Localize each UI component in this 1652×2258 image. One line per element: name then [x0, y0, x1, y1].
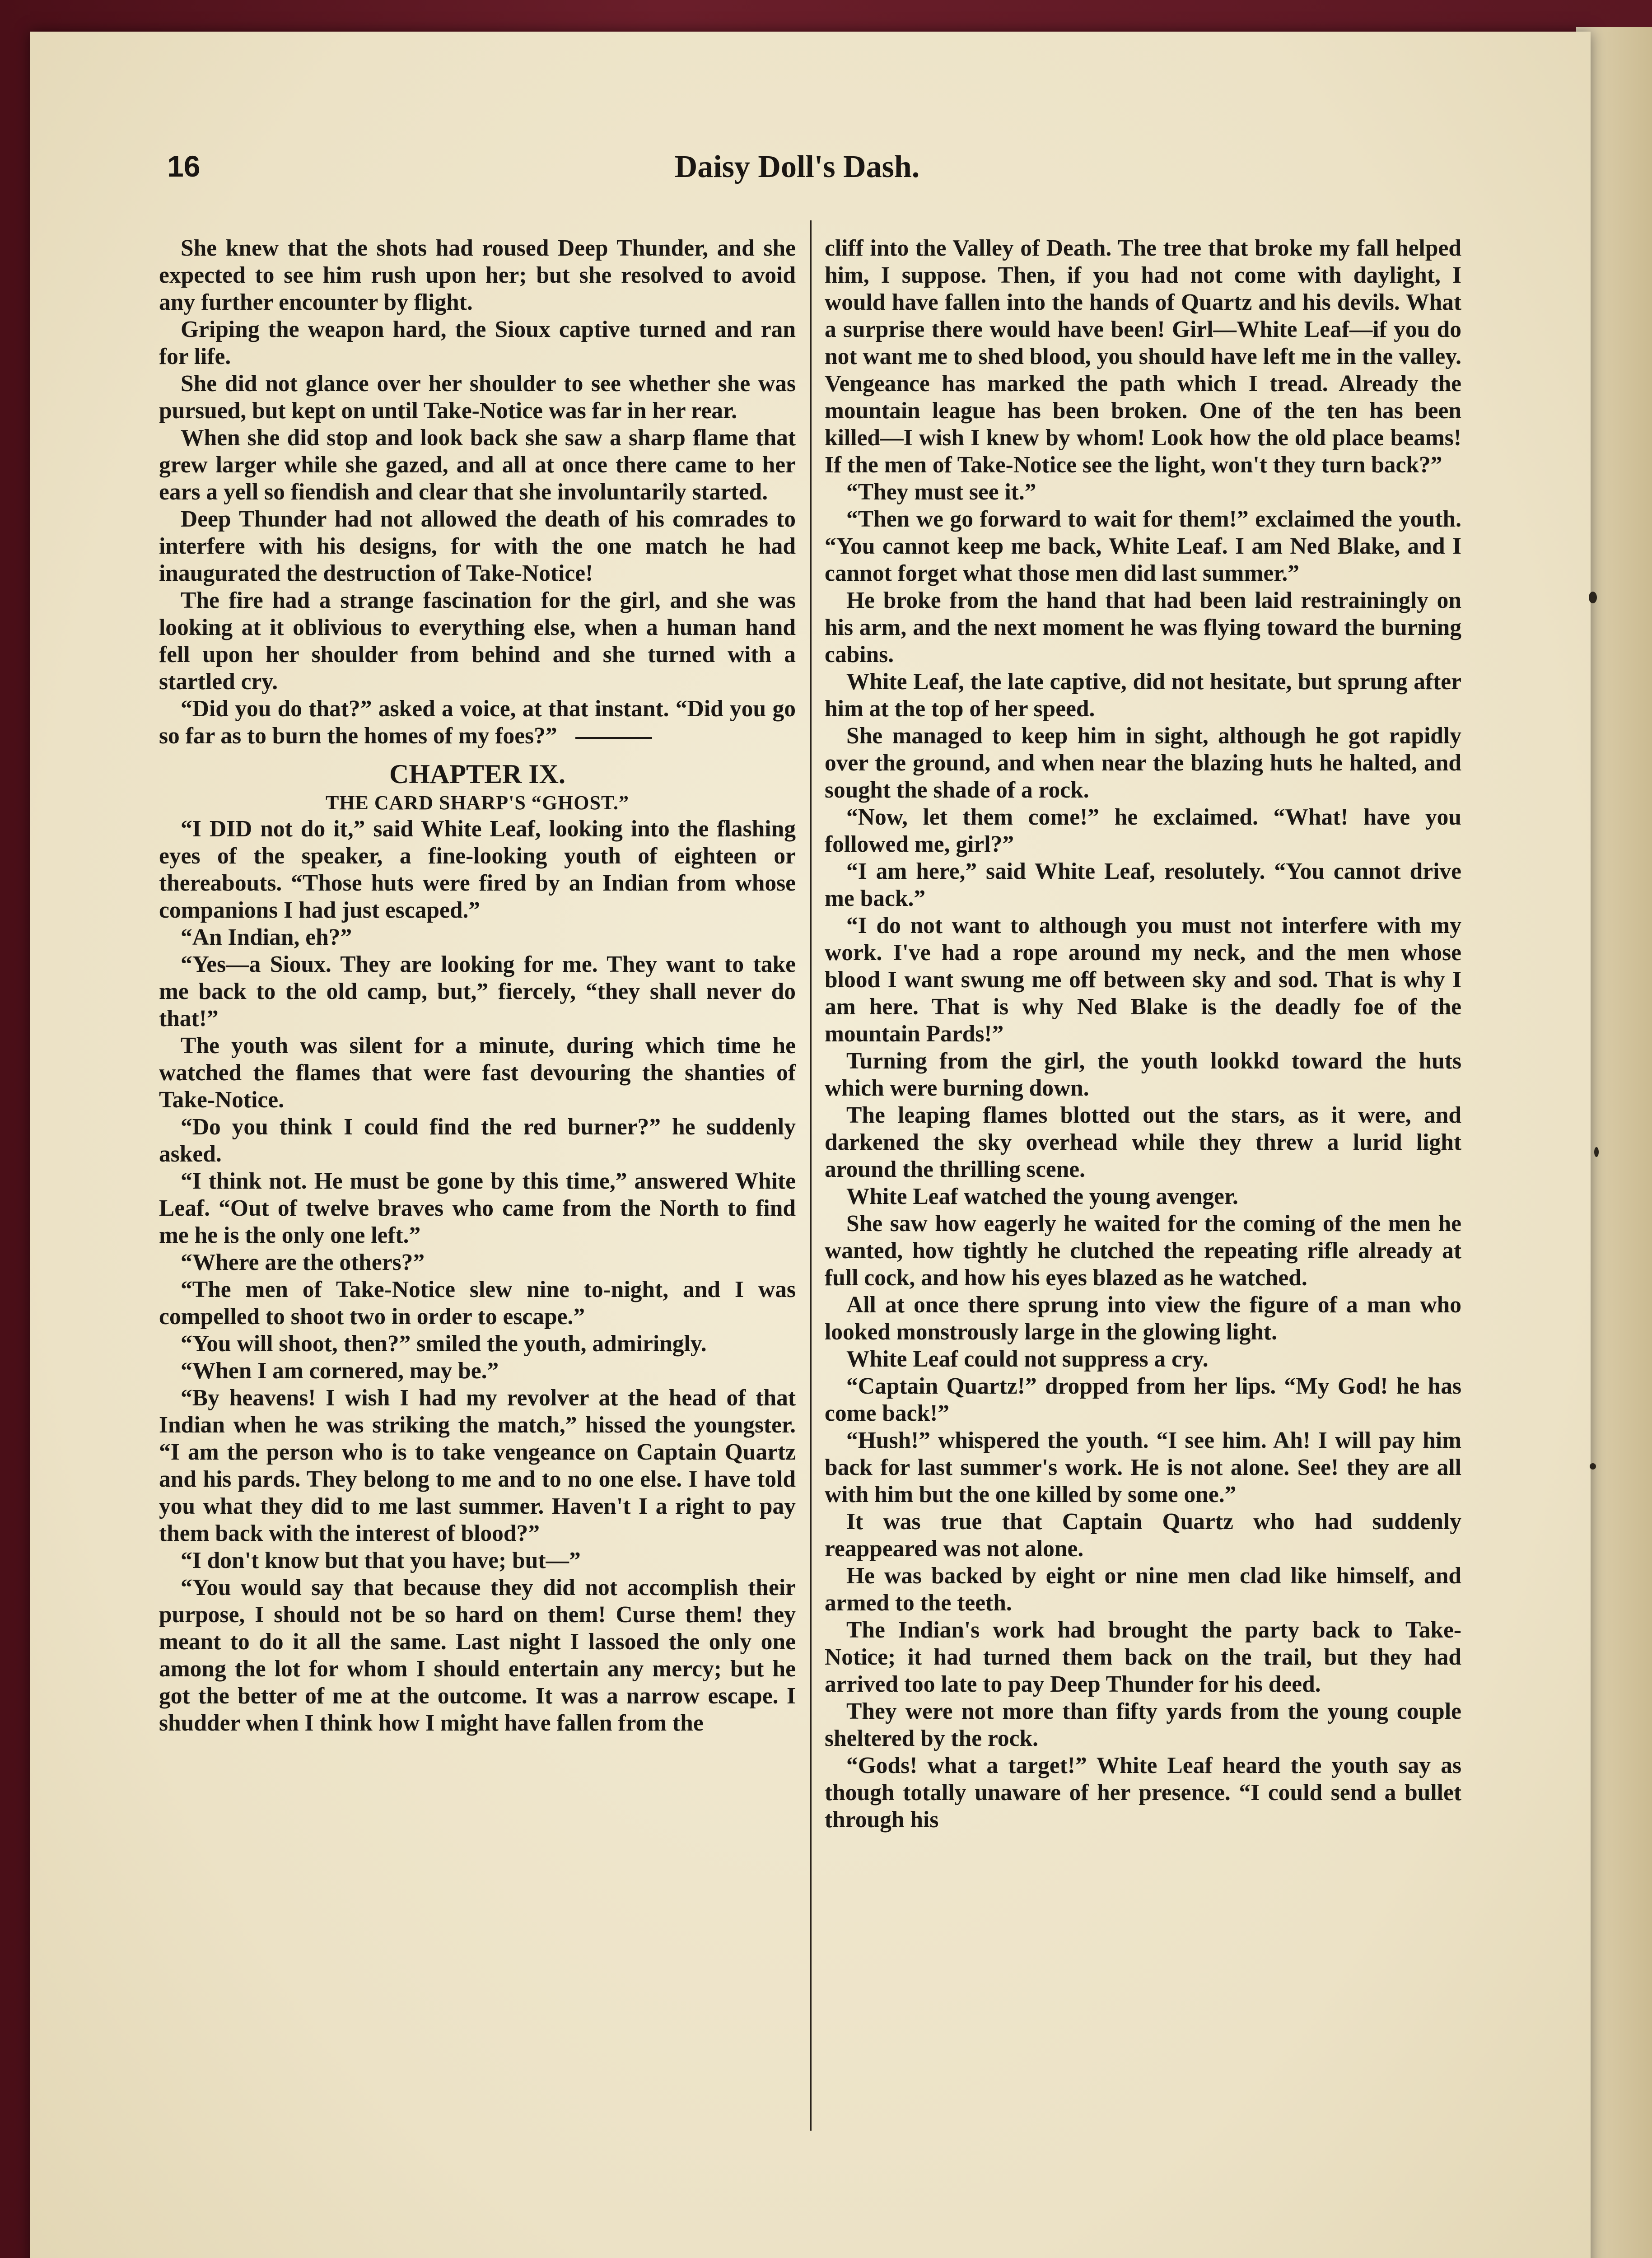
running-title: Daisy Doll's Dash. — [674, 149, 920, 184]
page-number: 16 — [167, 149, 201, 183]
left-column — [159, 235, 796, 2141]
paragraph: “I don't know but that you have; but—” — [181, 1548, 581, 1573]
paragraph: They were not more than fifty yards from the young couple sheltered by the rock. — [825, 1698, 1461, 1751]
paragraph: “When I am cornered, may be.” — [181, 1358, 499, 1384]
paragraph: “Now, let them come!” he exclaimed. “What! have you followed me, girl?” — [825, 804, 1461, 857]
paragraph-text: “Did you do that?” asked a voice, at that instant. “Did you go so far as to burn the homes of my foes?” — [159, 696, 796, 749]
paragraph: Deep Thunder had not allowed the death of his comrades to interfere with his designs, for with the one match he had inaugurated the destruction of Take-Notice! — [159, 506, 796, 586]
paragraph: White Leaf watched the young avenger. — [846, 1184, 1238, 1209]
paragraph: “Yes—a Sioux. They are looking for me. They want to take me back to the old camp, but,” fiercely, “they shall never do that!” — [159, 952, 796, 1031]
paragraph: The fire had a strange fascination for the girl, and she was looking at it oblivious to everything else, when a human hand fell upon her shoulder from behind and she turned with a startled cry. — [159, 588, 796, 695]
paragraph: “I do not want to although you must not interfere with my work. I've had a rope around my neck, and the men whose blood I want swung me off between sky and sod. That is why I am here. That is why Ned Blake is the deadly foe of the mountain Pards!” — [825, 913, 1461, 1047]
ink-speck — [1594, 1147, 1599, 1157]
paragraph: The leaping flames blotted out the stars, as it were, and darkened the sky overhead while they threw a lurid light around the thrilling scene. — [825, 1102, 1461, 1182]
right-column — [825, 235, 1461, 2141]
paragraph: He was backed by eight or nine men clad like himself, and armed to the teeth. — [825, 1563, 1461, 1616]
chapter-heading: CHAPTER IX. — [389, 759, 566, 789]
paragraph: Griping the weapon hard, the Sioux captive turned and ran for life. — [159, 317, 796, 369]
ink-speck — [1589, 592, 1597, 603]
column-divider — [810, 220, 812, 2131]
paragraph: All at once there sprung into view the figure of a man who looked monstrously large in the glowing light. — [825, 1292, 1461, 1345]
paragraph: Turning from the girl, the youth lookkd toward the huts which were burning down. — [825, 1048, 1461, 1101]
running-header — [167, 149, 1427, 199]
paragraph: It was true that Captain Quartz who had suddenly reappeared was not alone. — [825, 1509, 1461, 1562]
paragraph: “An Indian, eh?” — [181, 924, 352, 950]
paragraph-chapter-end — [159, 695, 796, 750]
paragraph: When she did stop and look back she saw a sharp flame that grew larger while she gazed, and all at once there came to her ears a yell so fiendish and clear that she involuntarily started. — [159, 425, 796, 505]
paragraph: “I DID not do it,” said White Leaf, looking into the flashing eyes of the speaker, a fine-looking youth of eighteen or thereabouts. “Those huts were fired by an Indian from whose companions I had just escaped.” — [159, 816, 796, 923]
paragraph: “They must see it.” — [846, 479, 1036, 505]
section-end-rule — [575, 737, 652, 739]
paragraph: “I am here,” said White Leaf, resolutely. “You cannot drive me back.” — [825, 858, 1461, 911]
paragraph: She knew that the shots had roused Deep Thunder, and she expected to see him rush upon her; but she resolved to avoid any further encounter by flight. — [159, 235, 796, 315]
chapter-subtitle: THE CARD SHARP'S “GHOST.” — [325, 792, 630, 814]
paragraph-continued: cliff into the Valley of Death. The tree that broke my fall helped him, I suppose. Then, if you had not come with daylight, I would have fallen into the hands of Quartz and his devils. What a surprise there would have been! Girl—White Leaf—if you do not want me to shed blood, you should have left me in the valley. Vengeance has marked the path which I tread. Already the mountain league has been broken. One of the ten has been killed—I wish I knew by whom! Look how the old place beams! If the men of Take-Notice see the light, won't they turn back?” — [825, 235, 1461, 478]
paragraph: He broke from the hand that had been laid restrainingly on his arm, and the next moment he was flying toward the burning cabins. — [825, 588, 1461, 667]
paragraph: “Gods! what a target!” White Leaf heard the youth say as though totally unaware of her presence. “I could send a bullet through his — [825, 1753, 1461, 1833]
paragraph: She managed to keep him in sight, although he got rapidly over the ground, and when near the blazing huts he halted, and sought the shade of a rock. — [825, 723, 1461, 803]
paragraph: “Captain Quartz!” dropped from her lips. “My God! he has come back!” — [825, 1373, 1461, 1426]
paragraph: “Where are the others?” — [181, 1250, 425, 1275]
paragraph: She saw how eagerly he waited for the coming of the men he wanted, how tightly he clutched the repeating rifle already at full cock, and how his eyes blazed as he watched. — [825, 1211, 1461, 1291]
paragraph: The youth was silent for a minute, during which time he watched the flames that were fast devouring the shanties of Take-Notice. — [159, 1033, 796, 1113]
paragraph: “By heavens! I wish I had my revolver at the head of that Indian when he was striking the match,” hissed the youngster. “I am the person who is to take vengeance on Captain Quartz and his pards. They belong to me and to no one else. I have told you what they did to me last summer. Haven't I a right to pay them back with the interest of blood?” — [159, 1385, 796, 1546]
paragraph: “The men of Take-Notice slew nine to-night, and I was compelled to shoot two in order to escape.” — [159, 1277, 796, 1330]
paragraph: White Leaf, the late captive, did not hesitate, but sprung after him at the top of her speed. — [825, 669, 1461, 722]
paragraph: “Then we go forward to wait for them!” exclaimed the youth. “You cannot keep me back, White Leaf. I am Ned Blake, and I cannot forget what those men did last summer.” — [825, 506, 1461, 586]
paragraph: “You will shoot, then?” smiled the youth, admiringly. — [181, 1331, 707, 1357]
paragraph: The Indian's work had brought the party back to Take-Notice; it had turned them back on the trail, but they had arrived too late to pay Deep Thunder for his deed. — [825, 1617, 1461, 1697]
ink-speck — [1590, 1463, 1596, 1470]
paragraph: White Leaf could not suppress a cry. — [846, 1346, 1209, 1372]
paragraph: “Do you think I could find the red burner?” he suddenly asked. — [159, 1114, 796, 1167]
paragraph: “I think not. He must be gone by this time,” answered White Leaf. “Out of twelve braves who came from the North to find me he is the only one left.” — [159, 1168, 796, 1248]
paragraph: “Hush!” whispered the youth. “I see him. Ah! I will pay him back for last summer's work. He is not alone. See! they are all with him but the one killed by some one.” — [825, 1428, 1461, 1507]
paragraph: “You would say that because they did not accomplish their purpose, I should not be so hard on them! Curse them! they meant to do it all the same. Last night I lassoed the only one among the lot for whom I should entertain any mercy; but he got the better of me at the outcome. It was a narrow escape. I shudder when I think how I might have fallen from the — [159, 1575, 796, 1736]
paragraph: She did not glance over her shoulder to see whether she was pursued, but kept on until Take-Notice was far in her rear. — [159, 371, 796, 424]
